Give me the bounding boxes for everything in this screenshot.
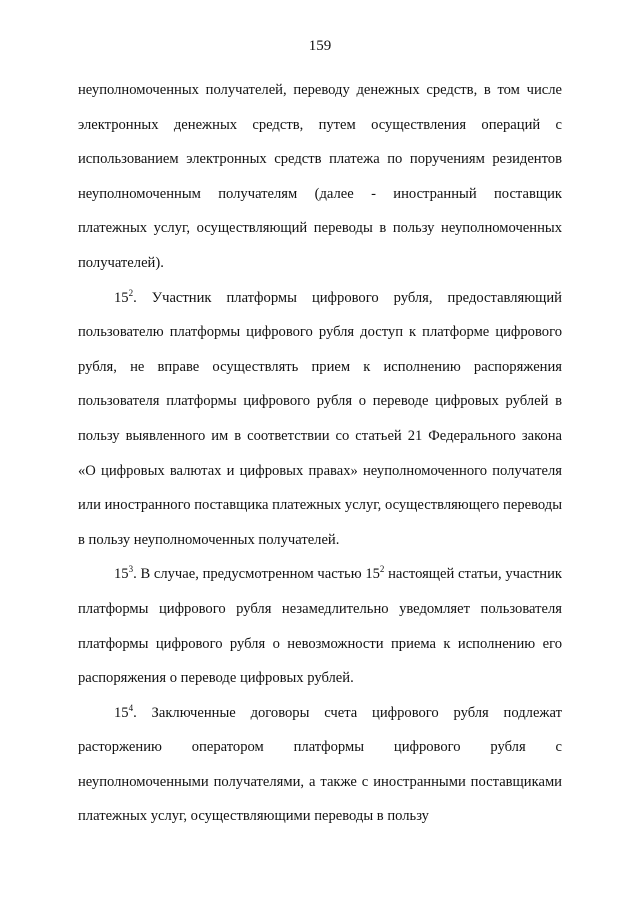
- marker-number: 15: [114, 566, 129, 583]
- paragraph-continuation: [78, 73, 562, 281]
- marker-number: 15: [114, 704, 129, 721]
- cross-reference: [365, 566, 384, 582]
- paragraph-marker: [114, 287, 137, 306]
- marker-superscript: 2: [128, 287, 134, 298]
- marker-superscript: 4: [128, 702, 134, 713]
- marker-suffix: .: [133, 704, 137, 721]
- paragraph-text-after-ref: настоящей статьи, участник платформы цифрового рубля незамедлительно уведомляет пользователя платформы цифрового рубля о невозможности приема к исполнению его распоряжения о переводе цифровых рублей.: [78, 566, 563, 687]
- page-number: 159: [308, 38, 332, 54]
- paragraph-text-before-ref: В случае, предусмотренном частью: [140, 566, 362, 583]
- marker-suffix: .: [133, 289, 137, 306]
- marker-suffix: .: [133, 566, 137, 583]
- paragraph-15-2: [78, 281, 562, 558]
- paragraph-15-3: [78, 557, 562, 695]
- marker-superscript: 3: [128, 564, 134, 575]
- reference-superscript: 2: [379, 564, 385, 575]
- paragraph-text: Заключенные договоры счета цифрового рубля подлежат расторжению оператором платформы цифрового рубля с неуполномоченными получателями, а также с иностранными поставщиками платежных услуг, осуществляющими переводы в пользу: [78, 704, 562, 825]
- paragraph-marker: [114, 566, 137, 582]
- reference-number: 15: [365, 566, 380, 583]
- marker-number: 15: [114, 289, 129, 306]
- paragraph-15-4: [78, 696, 562, 834]
- paragraph-marker: [114, 702, 137, 721]
- paragraph-text: неуполномоченных получателей, переводу денежных средств, в том числе электронных денежных средств, путем осуществления операций с использованием электронных средств платежа по поручениям резидентов неуполномоченным получателям (далее - иностранный поставщик платежных услуг, осуществляющий переводы в пользу неуполномоченных получателей).: [78, 82, 562, 271]
- document-body: [78, 73, 562, 834]
- paragraph-text: Участник платформы цифрового рубля, предоставляющий пользователю платформы цифрового рубля доступ к платформе цифрового рубля, не вправе осуществлять прием к исполнению распоряжения пользователя платформы цифрового рубля о переводе цифровых рублей в пользу выявленного им в соответствии со статьей 21 Федерального закона «О цифровых валютах и цифровых правах» неуполномоченного получателя или иностранного поставщика платежных услуг, осуществляющего переводы в пользу неуполномоченных получателей.: [78, 289, 562, 548]
